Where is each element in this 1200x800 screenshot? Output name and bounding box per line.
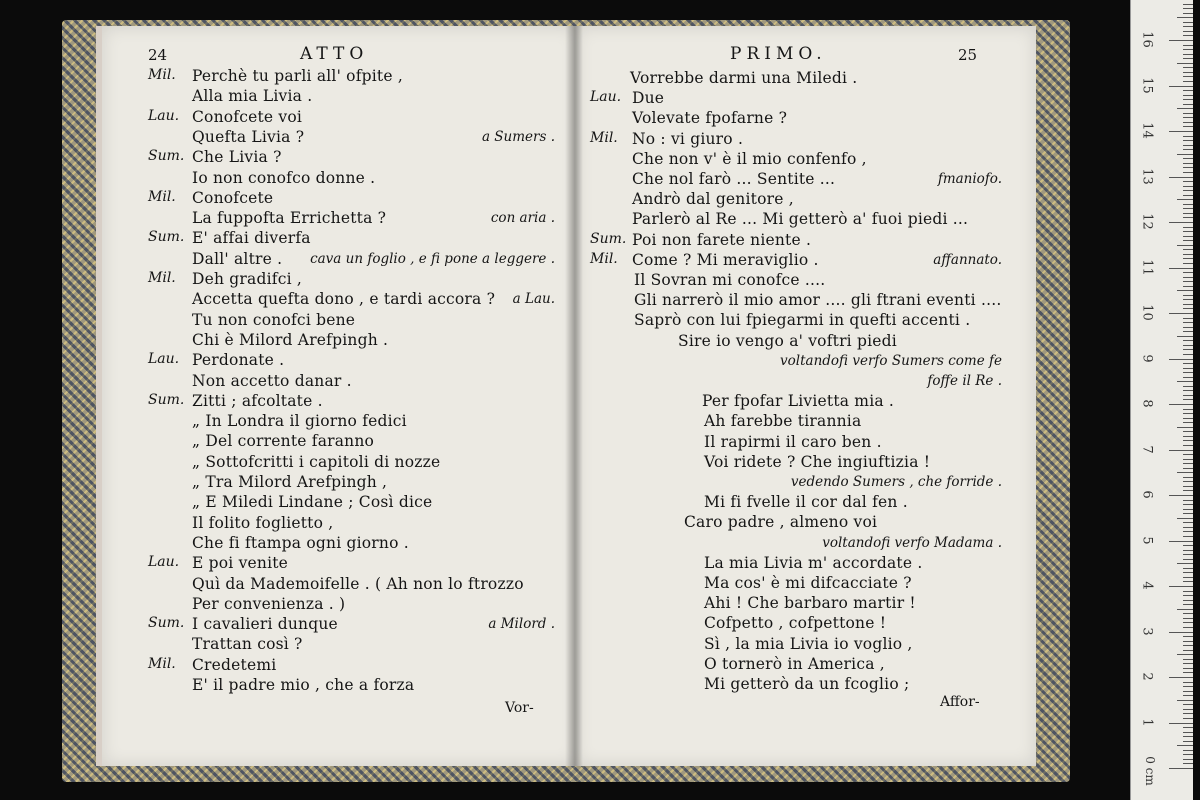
verse-line: Ah farebbe tirannia [704, 412, 862, 431]
ruler-tick [1183, 418, 1193, 419]
ruler-tick [1169, 40, 1193, 41]
ruler-tick [1183, 249, 1193, 250]
ruler-tick [1169, 222, 1193, 223]
speaker-label: Mil. [148, 67, 176, 83]
ruler-tick [1183, 536, 1193, 537]
ruler-tick [1183, 277, 1193, 278]
speaker-label: Sum. [148, 615, 185, 632]
verse-line: Che nol farò ... Sentite ... [632, 170, 836, 188]
ruler-tick [1183, 386, 1193, 387]
verse-line: Per convenienza . ) [192, 594, 346, 613]
ruler-tick [1183, 368, 1193, 369]
verse-line: Che Livia ? [192, 148, 282, 167]
ruler-tick [1183, 695, 1193, 696]
ruler-tick [1177, 518, 1193, 519]
ruler-tick [1183, 299, 1193, 300]
verse-line: Deh gradifci , [192, 270, 302, 288]
verse-line: „ Del corrente faranno [192, 432, 375, 451]
ruler-tick [1183, 440, 1193, 441]
verse-line: O tornerò in America , [704, 654, 885, 673]
verse-line: „ Sottofcritti i capitoli di nozze [192, 452, 441, 471]
ruler-tick [1169, 268, 1193, 269]
ruler-tick [1169, 450, 1193, 451]
ruler-tick [1183, 691, 1193, 692]
ruler-tick [1183, 668, 1193, 669]
ruler-tick [1183, 8, 1193, 9]
ruler-tick [1183, 736, 1193, 737]
ruler-number: 2 [1139, 672, 1155, 681]
speaker-label: Sum. [148, 148, 185, 165]
verse-line: Dall' altre . [192, 249, 283, 268]
verse-line: Caro padre , almeno voi [684, 513, 878, 532]
verse-line: „ E Miledi Lindane ; Così dice [192, 493, 433, 512]
ruler-tick [1177, 745, 1193, 746]
verse-line: Conofcete [192, 188, 274, 207]
ruler-tick [1183, 327, 1193, 328]
ruler-number: 11 [1139, 258, 1155, 276]
ruler-tick [1183, 409, 1193, 410]
ruler-tick [1183, 149, 1193, 150]
verse-line: I cavalieri dunque [192, 615, 338, 634]
verse-line: „ Tra Milord Arefpingh , [192, 473, 388, 491]
speaker-label: Mil. [148, 188, 176, 205]
speaker-label: Lau. [148, 554, 180, 571]
stage-direction: cava un foglio , e fi pone a leggere . [310, 250, 555, 267]
ruler-tick [1183, 422, 1193, 423]
ruler-tick [1183, 759, 1193, 760]
ruler-tick [1183, 545, 1193, 546]
verse-line: E poi venite [192, 554, 289, 573]
verse-line: Il folito foglietto , [192, 513, 334, 532]
ruler-tick [1183, 468, 1193, 469]
ruler-number: 16 [1139, 31, 1155, 48]
ruler-tick [1183, 258, 1193, 259]
ruler-tick [1177, 427, 1193, 428]
verse-line: Sì , la mia Livia io voglio , [704, 634, 913, 653]
verse-line: Che non v' è il mio confenfo , [632, 149, 867, 168]
ruler-tick [1183, 236, 1193, 237]
ruler-tick [1169, 131, 1193, 132]
ruler-tick [1183, 163, 1193, 164]
ruler-tick [1183, 204, 1193, 205]
verse-line: „ In Londra il giorno fedici [192, 412, 407, 431]
ruler-tick [1183, 613, 1193, 614]
verse-line: Chi è Milord Arefpingh . [192, 330, 389, 349]
ruler-tick [1183, 627, 1193, 628]
ruler-tick [1183, 304, 1193, 305]
ruler-tick [1183, 90, 1193, 91]
ruler-tick [1183, 763, 1193, 764]
verse-line: Mi fi fvelle il cor dal fen . [704, 493, 908, 512]
ruler-tick [1183, 600, 1193, 601]
ruler-number: 1 [1139, 717, 1155, 727]
verse-line: Tu non conofci bene [192, 310, 356, 329]
ruler-tick [1183, 272, 1193, 273]
ruler-tick [1183, 295, 1193, 296]
ruler-tick [1183, 13, 1193, 14]
ruler-tick [1183, 741, 1193, 742]
ruler-tick [1183, 217, 1193, 218]
ruler-tick [1169, 768, 1193, 769]
ruler-tick [1177, 108, 1193, 109]
ruler-number: 14 [1139, 122, 1155, 139]
ruler-tick [1183, 113, 1193, 114]
ruler-tick [1169, 404, 1193, 405]
ruler-tick [1183, 390, 1193, 391]
ruler-tick [1183, 136, 1193, 137]
ruler-tick [1183, 377, 1193, 378]
stage-direction: voltandofi verfo Madama . [822, 534, 1002, 551]
ruler-tick [1183, 231, 1193, 232]
ruler-tick [1183, 754, 1193, 755]
ruler-tick [1183, 395, 1193, 396]
speaker-label: Lau. [148, 351, 180, 368]
ruler-tick [1177, 472, 1193, 473]
ruler-tick [1183, 345, 1193, 346]
ruler-tick [1183, 436, 1193, 437]
verse-line: Saprò con lui fpiegarmi in quefti accenti . [634, 311, 971, 330]
stage-direction: fmaniofo. [937, 171, 1002, 187]
verse-line: Io non conofco donne . [192, 168, 376, 187]
verse-line: Poi non farete niente . [632, 230, 812, 249]
ruler-tick [1183, 477, 1193, 478]
speaker-label: Mil. [590, 250, 618, 267]
left-catchword: Vor- [505, 700, 534, 716]
ruler-tick [1183, 72, 1193, 73]
ruler-tick [1183, 213, 1193, 214]
stage-direction: affannato. [933, 251, 1002, 268]
book-gutter [565, 26, 583, 766]
ruler-tick [1183, 286, 1193, 287]
ruler-tick [1183, 104, 1193, 105]
ruler-tick [1183, 463, 1193, 464]
verse-line: Sire io vengo a' voftri piedi [678, 331, 897, 350]
ruler-tick [1183, 331, 1193, 332]
verse-line: Accetta quefta dono , e tardi accora ? [192, 290, 496, 309]
ruler-tick [1183, 581, 1193, 582]
ruler-tick [1169, 177, 1193, 178]
verse-line: Trattan così ? [192, 635, 303, 654]
ruler-tick [1177, 700, 1193, 701]
ruler-tick [1183, 399, 1193, 400]
ruler-tick [1183, 713, 1193, 714]
stage-direction: voltandofi verfo Sumers come fe [780, 352, 1002, 369]
ruler-tick [1177, 381, 1193, 382]
ruler-tick [1183, 659, 1193, 660]
ruler-tick [1183, 122, 1193, 123]
verse-line: Come ? Mi meraviglio . [632, 250, 819, 269]
ruler-tick [1183, 718, 1193, 719]
ruler-tick [1183, 650, 1193, 651]
ruler-tick [1183, 167, 1193, 168]
ruler-tick [1183, 4, 1193, 5]
ruler-number: 3 [1139, 626, 1155, 636]
verse-line: Voi ridete ? Che ingiuftizia ! [704, 452, 931, 471]
ruler-tick [1177, 17, 1193, 18]
ruler-tick [1183, 431, 1193, 432]
ruler-tick [1183, 550, 1193, 551]
ruler-tick [1183, 500, 1193, 501]
verse-line: Andrò dal genitore , [632, 190, 794, 209]
ruler-tick [1177, 199, 1193, 200]
ruler-tick [1169, 495, 1193, 496]
right-page-number: 25 [958, 46, 978, 64]
ruler-tick [1183, 254, 1193, 255]
ruler-tick [1177, 654, 1193, 655]
ruler-tick [1177, 245, 1193, 246]
verse-line: Per fpofar Livietta mia . [702, 392, 895, 411]
verse-line: Quefta Livia ? [192, 127, 305, 146]
ruler-tick [1183, 750, 1193, 751]
ruler-tick [1177, 609, 1193, 610]
measurement-ruler [1130, 0, 1193, 800]
ruler-tick [1183, 636, 1193, 637]
ruler-number: 13 [1139, 167, 1155, 185]
ruler-tick [1183, 663, 1193, 664]
ruler-number: 5 [1139, 535, 1155, 545]
ruler-tick [1183, 195, 1193, 196]
ruler-number: 15 [1139, 76, 1155, 94]
verse-line: E' il padre mio , che a forza [192, 676, 415, 694]
ruler-tick [1183, 227, 1193, 228]
speaker-label: Sum. [590, 230, 627, 247]
ruler-tick [1169, 632, 1193, 633]
ruler-tick [1183, 22, 1193, 23]
ruler-tick [1177, 290, 1193, 291]
ruler-tick [1183, 486, 1193, 487]
verse-line: Mi getterò da un fcoglio ; [704, 675, 910, 693]
ruler-tick [1183, 354, 1193, 355]
ruler-tick [1183, 81, 1193, 82]
ruler-tick [1177, 154, 1193, 155]
ruler-tick [1183, 568, 1193, 569]
ruler-tick [1183, 572, 1193, 573]
ruler-tick [1183, 577, 1193, 578]
ruler-tick [1169, 359, 1193, 360]
ruler-tick [1183, 58, 1193, 59]
ruler-tick [1169, 723, 1193, 724]
ruler-tick [1183, 318, 1193, 319]
ruler-tick [1183, 263, 1193, 264]
verse-line: Vorrebbe darmi una Miledi . [630, 69, 858, 87]
stage-direction: a Lau. [512, 291, 555, 308]
ruler-tick [1177, 563, 1193, 564]
ruler-tick [1183, 527, 1193, 528]
ruler-tick [1183, 509, 1193, 510]
ruler-tick [1183, 76, 1193, 77]
stage-direction: foffe il Re . [927, 373, 1002, 389]
stage-direction: con aria . [490, 210, 555, 227]
verse-line: Quì da Mademoifelle . ( Ah non lo ftrozzo [192, 574, 524, 593]
verse-line: Ma cos' è mi difcacciate ? [704, 574, 912, 592]
ruler-number: 12 [1139, 213, 1155, 230]
ruler-tick [1183, 190, 1193, 191]
ruler-tick [1183, 140, 1193, 141]
ruler-tick [1183, 413, 1193, 414]
speaker-label: Mil. [590, 129, 618, 146]
left-running-header: ATTO [300, 44, 369, 64]
verse-line: Due [632, 89, 665, 108]
ruler-tick [1177, 63, 1193, 64]
ruler-tick [1183, 45, 1193, 46]
ruler-tick [1183, 709, 1193, 710]
ruler-tick [1183, 172, 1193, 173]
ruler-tick [1183, 704, 1193, 705]
speaker-label: Lau. [590, 89, 622, 106]
ruler-tick [1183, 645, 1193, 646]
ruler-tick [1183, 672, 1193, 673]
ruler-number: 8 [1139, 399, 1155, 408]
verse-line: Perdonate . [192, 351, 285, 370]
ruler-tick [1183, 117, 1193, 118]
ruler-tick [1183, 26, 1193, 27]
verse-line: Zitti ; afcoltate . [192, 391, 323, 410]
ruler-number: 9 [1139, 353, 1155, 363]
ruler-tick [1183, 126, 1193, 127]
ruler-number: 6 [1139, 490, 1155, 499]
ruler-tick [1183, 531, 1193, 532]
verse-line: Il Sovran mi conofce .... [634, 271, 826, 289]
speaker-label: Mil. [148, 655, 176, 672]
verse-line: E' affai diverfa [192, 229, 311, 248]
verse-line: La fuppofta Errichetta ? [192, 209, 387, 228]
ruler-tick [1169, 586, 1193, 587]
ruler-tick [1183, 622, 1193, 623]
verse-line: Ahi ! Che barbaro martir ! [704, 594, 916, 613]
left-page-number: 24 [148, 46, 168, 64]
ruler-tick [1183, 31, 1193, 32]
verse-line: Non accetto danar . [192, 371, 352, 390]
ruler-tick [1169, 313, 1193, 314]
verse-line: Alla mia Livia . [192, 87, 313, 106]
verse-line: La mia Livia m' accordate . [704, 553, 923, 572]
speaker-label: Lau. [148, 107, 180, 124]
ruler-tick [1183, 281, 1193, 282]
ruler-tick [1183, 208, 1193, 209]
stage-direction: a Milord . [488, 616, 555, 633]
ruler-tick [1183, 158, 1193, 159]
speaker-label: Sum. [148, 229, 185, 246]
ruler-tick [1183, 682, 1193, 683]
ruler-tick [1183, 595, 1193, 596]
ruler-tick [1183, 686, 1193, 687]
verse-line: Che fi ftampa ogni giorno . [192, 533, 409, 552]
ruler-tick [1183, 322, 1193, 323]
verse-line: Volevate fpofarne ? [632, 109, 788, 128]
ruler-zero-label: 0 cm [1142, 756, 1157, 786]
ruler-tick [1183, 67, 1193, 68]
ruler-tick [1183, 363, 1193, 364]
ruler-tick [1183, 35, 1193, 36]
ruler-tick [1183, 641, 1193, 642]
ruler-tick [1183, 95, 1193, 96]
ruler-tick [1183, 604, 1193, 605]
ruler-tick [1183, 454, 1193, 455]
ruler-tick [1183, 513, 1193, 514]
ruler-tick [1183, 349, 1193, 350]
speaker-label: Sum. [148, 391, 185, 408]
ruler-tick [1169, 86, 1193, 87]
stage-direction: vedendo Sumers , che forride . [790, 474, 1002, 490]
ruler-tick [1183, 490, 1193, 491]
ruler-number: 4 [1139, 581, 1155, 590]
ruler-number: 7 [1139, 444, 1155, 454]
verse-line: Conofcete voi [192, 107, 303, 126]
ruler-tick [1183, 186, 1193, 187]
ruler-tick [1183, 727, 1193, 728]
verse-line: Cofpetto , cofpettone ! [704, 614, 887, 633]
verse-line: Il rapirmi il caro ben . [704, 432, 882, 451]
ruler-number: 10 [1139, 304, 1155, 321]
ruler-tick [1183, 445, 1193, 446]
ruler-tick [1183, 99, 1193, 100]
ruler-tick [1169, 677, 1193, 678]
ruler-tick [1183, 591, 1193, 592]
ruler-tick [1183, 504, 1193, 505]
ruler-tick [1183, 372, 1193, 373]
speaker-label: Mil. [148, 270, 176, 286]
ruler-tick [1183, 481, 1193, 482]
ruler-tick [1183, 308, 1193, 309]
verse-line: Parlerò al Re ... Mi getterò a' fuoi piedi ... [632, 210, 969, 229]
ruler-tick [1183, 459, 1193, 460]
right-catchword: Affor- [940, 694, 980, 710]
stage-direction: a Sumers . [481, 128, 555, 145]
ruler-tick [1183, 240, 1193, 241]
ruler-tick [1183, 618, 1193, 619]
ruler-tick [1183, 522, 1193, 523]
ruler-tick [1177, 336, 1193, 337]
ruler-tick [1183, 145, 1193, 146]
verse-line: No : vi giuro . [632, 129, 744, 148]
ruler-tick [1183, 49, 1193, 50]
ruler-tick [1183, 54, 1193, 55]
ruler-tick [1183, 181, 1193, 182]
verse-line: Gli narrerò il mio amor .... gli ftrani eventi .... [634, 291, 1002, 310]
ruler-tick [1183, 554, 1193, 555]
verse-line: Credetemi [192, 655, 277, 674]
ruler-tick [1169, 541, 1193, 542]
ruler-tick [1183, 732, 1193, 733]
verse-line: Perchè tu parli all' ofpite , [192, 67, 403, 85]
right-running-header: PRIMO. [730, 44, 827, 64]
ruler-tick [1183, 340, 1193, 341]
ruler-tick [1183, 559, 1193, 560]
